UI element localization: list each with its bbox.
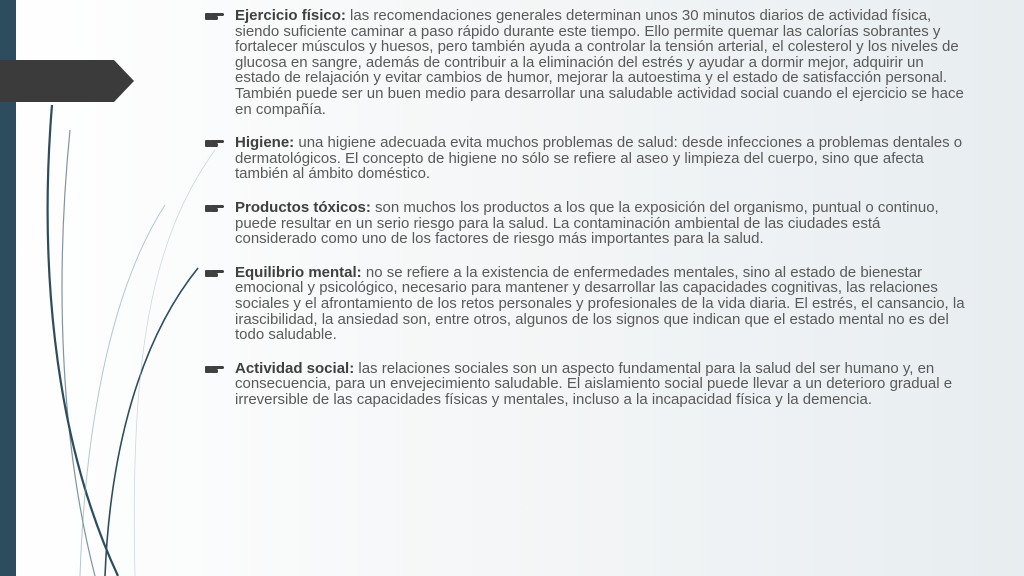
pointing-hand-icon bbox=[205, 11, 225, 21]
bullet-text: son muchos los productos a los que la exposición del organismo, puntual o continuo, puede resultar en un serio riesgo para la salud. La contaminación ambiental de las ciudades está considerado como uno de los factores de riesgo más importantes para la salud. bbox=[235, 198, 939, 248]
bullet-item-ejercicio bbox=[205, 8, 965, 117]
bullet-list bbox=[205, 8, 965, 407]
bullet-text: las recomendaciones generales determinan unos 30 minutos diarios de actividad física, siendo suficiente caminar a paso rápido durante este tiempo. Ello permite quemar las calorías sobrantes y fortalecer músculos y huesos, pero también ayuda a controlar la tensión arterial, el colesterol y los niveles de glucosa en sangre, además de contribuir a la eliminación del estrés y ayudar a dormir mejor, adquirir un estado de relajación y evitar cambios de humor, mejorar la autoestima y el estado de satisfacción personal. También puede ser un buen medio para desarrollar una saludable actividad social cuando el ejercicio se hace en compañía. bbox=[235, 7, 964, 118]
bullet-item-actividad-social bbox=[205, 361, 965, 408]
pointing-hand-icon bbox=[205, 203, 225, 213]
bullet-text: no se refiere a la existencia de enfermedades mentales, sino al estado de bienestar emocional y psicológico, necesario para mantener y desarrollar las capacidades cognitivas, las relaciones sociales y el afrontamiento de los retos personales y profesionales de la vida diaria. El estrés, el cansancio, la irascibilidad, la ansiedad son, entre otros, algunos de los signos que indican que el estado mental no es del todo saludable. bbox=[235, 263, 965, 344]
bullet-term: Equilibrio mental: bbox=[235, 263, 362, 281]
bullet-text: una higiene adecuada evita muchos problemas de salud: desde infecciones a problemas dentales o dermatológicos. El concepto de higiene no sólo se refiere al aseo y limpieza del cuerpo, sino que afecta también al ámbito doméstico. bbox=[235, 134, 963, 183]
pointing-hand-icon bbox=[205, 268, 225, 278]
title-tab-shape bbox=[0, 60, 134, 102]
bullet-term: Ejercicio físico: bbox=[235, 7, 346, 24]
pointing-hand-icon bbox=[205, 138, 225, 148]
bullet-term: Actividad social: bbox=[235, 359, 355, 377]
pointing-hand-icon bbox=[205, 364, 225, 374]
bullet-term: Higiene: bbox=[235, 134, 295, 152]
bullet-item-productos-toxicos bbox=[205, 200, 965, 247]
bullet-item-higiene bbox=[205, 135, 965, 182]
bullet-item-equilibrio-mental bbox=[205, 265, 965, 343]
bullet-term: Productos tóxicos: bbox=[235, 198, 371, 216]
bullet-text: las relaciones sociales son un aspecto fundamental para la salud del ser humano y, en consecuencia, para un envejecimiento saludable. El aislamiento social puede llevar a un deterioro gradual e irreversible de las capacidades físicas y mentales, incluso a la incapacidad física y la demencia. bbox=[235, 359, 953, 408]
content-area bbox=[205, 8, 965, 425]
